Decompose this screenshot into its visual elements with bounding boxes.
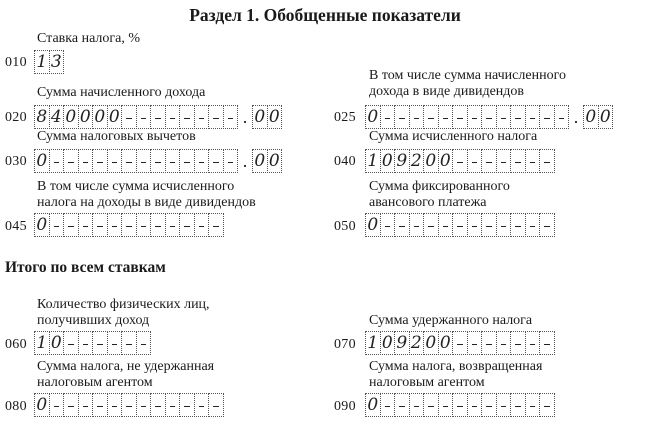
digit-cell[interactable]: 1	[365, 331, 381, 355]
field-020-input[interactable]	[34, 105, 282, 129]
digit-cell[interactable]	[496, 213, 512, 237]
field-045-label-line1: В том числе сумма исчисленного	[37, 179, 235, 194]
digit-cell[interactable]	[525, 213, 541, 237]
digit-cell[interactable]	[223, 105, 239, 129]
field-010-input[interactable]	[34, 50, 64, 74]
digit-cell[interactable]: 0	[380, 149, 396, 173]
digit-cell[interactable]	[223, 149, 239, 173]
digit-cell[interactable]	[510, 149, 526, 173]
section-subtitle: Итого по всем ставкам	[5, 259, 166, 276]
field-045-input[interactable]	[34, 213, 224, 237]
digit-cell[interactable]	[423, 213, 439, 237]
field-090-label-line1: Сумма налога, возвращенная	[369, 359, 543, 374]
digit-cell[interactable]	[194, 105, 210, 129]
digit-cell[interactable]	[496, 331, 512, 355]
digit-cell[interactable]	[136, 149, 152, 173]
digit-cell[interactable]	[452, 213, 468, 237]
digit-cell[interactable]	[452, 149, 468, 173]
digit-cell[interactable]: 0	[598, 105, 614, 129]
digit-cell[interactable]: 0	[365, 105, 381, 129]
digit-cell[interactable]	[452, 393, 468, 417]
field-090-label-line2: налоговым агентом	[369, 375, 485, 390]
field-010-label: Ставка налога, %	[37, 31, 141, 46]
field-040-label: Сумма исчисленного налога	[369, 129, 538, 144]
field-025-input[interactable]	[365, 105, 613, 129]
digit-cell[interactable]	[481, 331, 497, 355]
digit-cell[interactable]: 9	[394, 149, 410, 173]
digit-cell[interactable]	[510, 331, 526, 355]
digit-cell[interactable]	[150, 149, 166, 173]
digit-cell[interactable]	[150, 393, 166, 417]
digit-cell[interactable]	[107, 393, 123, 417]
digit-cell[interactable]: 0	[34, 149, 50, 173]
digit-cell[interactable]	[467, 213, 483, 237]
field-060-code: 060	[5, 337, 27, 352]
decimal-point: .	[573, 107, 579, 127]
digit-cell[interactable]	[165, 105, 181, 129]
fraction-cells	[583, 105, 613, 129]
digit-cell[interactable]	[49, 149, 65, 173]
digit-cell[interactable]	[208, 213, 224, 237]
field-030-code: 030	[5, 154, 27, 169]
field-040-input[interactable]	[365, 149, 555, 173]
digit-cell[interactable]	[467, 149, 483, 173]
digit-cell[interactable]	[107, 213, 123, 237]
digit-cell[interactable]: 0	[438, 149, 454, 173]
digit-cell[interactable]	[92, 393, 108, 417]
field-090-input[interactable]	[365, 393, 555, 417]
digit-cell[interactable]	[510, 213, 526, 237]
field-040-code: 040	[334, 154, 356, 169]
digit-cell[interactable]: 0	[78, 105, 94, 129]
digit-cell[interactable]	[539, 331, 555, 355]
field-010-code: 010	[5, 55, 27, 70]
field-080-label-line1: Сумма налога, не удержанная	[37, 359, 215, 374]
field-020-label: Сумма начисленного дохода	[37, 85, 206, 100]
digit-cell[interactable]: 1	[34, 331, 50, 355]
digit-cell[interactable]: 2	[409, 149, 425, 173]
field-090-code: 090	[334, 399, 356, 414]
digit-cell[interactable]	[179, 213, 195, 237]
digit-cell[interactable]	[452, 331, 468, 355]
digit-cell[interactable]: 0	[252, 105, 268, 129]
digit-cell[interactable]	[121, 331, 137, 355]
digit-cell[interactable]	[554, 105, 570, 129]
digit-cell[interactable]	[78, 393, 94, 417]
digit-cell[interactable]	[136, 213, 152, 237]
field-050-code: 050	[334, 219, 356, 234]
digit-cell[interactable]	[525, 149, 541, 173]
digit-cell[interactable]	[107, 331, 123, 355]
digit-cell[interactable]	[467, 105, 483, 129]
digit-cell[interactable]	[409, 393, 425, 417]
digit-cell[interactable]	[136, 105, 152, 129]
digit-cell[interactable]	[438, 105, 454, 129]
digit-cell[interactable]	[496, 393, 512, 417]
field-080-label-line2: налоговым агентом	[37, 375, 153, 390]
field-020-code: 020	[5, 110, 27, 125]
digit-cell[interactable]: 0	[365, 393, 381, 417]
digit-cell[interactable]	[194, 393, 210, 417]
digit-cell[interactable]	[380, 213, 396, 237]
digit-cell[interactable]	[63, 393, 79, 417]
digit-cell[interactable]	[208, 105, 224, 129]
digit-cell[interactable]	[49, 213, 65, 237]
digit-cell[interactable]	[510, 105, 526, 129]
digit-cell[interactable]: 0	[438, 331, 454, 355]
digit-cell[interactable]	[150, 105, 166, 129]
digit-cell[interactable]	[78, 149, 94, 173]
digit-cell[interactable]	[496, 149, 512, 173]
digit-cell[interactable]	[92, 331, 108, 355]
digit-cell[interactable]	[409, 105, 425, 129]
digit-cell[interactable]: 0	[267, 105, 283, 129]
digit-cell[interactable]	[481, 105, 497, 129]
digit-cell[interactable]: 2	[409, 331, 425, 355]
digit-cell[interactable]: 0	[34, 213, 50, 237]
digit-cell[interactable]	[78, 331, 94, 355]
digit-cell[interactable]	[179, 393, 195, 417]
digit-cell[interactable]	[165, 213, 181, 237]
digit-cell[interactable]: 9	[394, 331, 410, 355]
digit-cell[interactable]: 1	[34, 50, 50, 74]
digit-cell[interactable]	[208, 149, 224, 173]
digit-cell[interactable]	[525, 393, 541, 417]
digit-cell[interactable]	[92, 149, 108, 173]
field-025-label-line1: В том числе сумма начисленного	[369, 68, 566, 83]
digit-cell[interactable]: 0	[49, 331, 65, 355]
digit-cell[interactable]	[438, 393, 454, 417]
field-045-code: 045	[5, 219, 27, 234]
digit-cell[interactable]	[49, 393, 65, 417]
digit-cell[interactable]	[496, 105, 512, 129]
field-070-code: 070	[334, 337, 356, 352]
digit-cell[interactable]	[121, 105, 137, 129]
field-050-label-line1: Сумма фиксированного	[369, 179, 510, 194]
digit-cell[interactable]	[394, 393, 410, 417]
field-050-label-line2: авансового платежа	[369, 195, 487, 210]
digit-cell[interactable]	[481, 149, 497, 173]
digit-cell[interactable]: 3	[49, 50, 65, 74]
digit-cell[interactable]: 1	[365, 149, 381, 173]
digit-cell[interactable]	[467, 393, 483, 417]
digit-cell[interactable]	[179, 149, 195, 173]
digit-cell[interactable]	[380, 105, 396, 129]
field-070-input[interactable]	[365, 331, 555, 355]
digit-cell[interactable]	[525, 105, 541, 129]
digit-cell[interactable]: 0	[92, 105, 108, 129]
fraction-cells	[252, 149, 282, 173]
digit-cell[interactable]	[394, 213, 410, 237]
digit-cell[interactable]: 0	[380, 331, 396, 355]
digit-cell[interactable]	[165, 149, 181, 173]
digit-cell[interactable]: 0	[583, 105, 599, 129]
digit-cell[interactable]	[525, 331, 541, 355]
field-045-label-line2: налога на доходы в виде дивидендов	[37, 195, 256, 210]
field-025-label-line2: дохода в виде дивидендов	[369, 84, 525, 99]
digit-cell[interactable]: 0	[423, 149, 439, 173]
digit-cell[interactable]	[121, 393, 137, 417]
field-060-label-line2: получивших доход	[37, 313, 150, 328]
digit-cell[interactable]	[539, 393, 555, 417]
digit-cell[interactable]: 0	[267, 149, 283, 173]
digit-cell[interactable]	[380, 393, 396, 417]
digit-cell[interactable]	[194, 149, 210, 173]
digit-cell[interactable]	[165, 393, 181, 417]
digit-cell[interactable]	[63, 149, 79, 173]
field-030-input[interactable]	[34, 149, 282, 173]
field-060-input[interactable]	[34, 331, 151, 355]
field-070-label: Сумма удержанного налога	[369, 313, 533, 328]
digit-cell[interactable]	[92, 213, 108, 237]
digit-cell[interactable]	[467, 331, 483, 355]
digit-cell[interactable]: 0	[63, 105, 79, 129]
digit-cell[interactable]	[539, 149, 555, 173]
digit-cell[interactable]: 4	[49, 105, 65, 129]
digit-cell[interactable]	[208, 393, 224, 417]
field-030-label: Сумма налоговых вычетов	[37, 129, 196, 144]
digit-cell[interactable]: 8	[34, 105, 50, 129]
digit-cell[interactable]: 0	[34, 393, 50, 417]
digit-cell[interactable]	[394, 105, 410, 129]
digit-cell[interactable]	[150, 213, 166, 237]
digit-cell[interactable]	[452, 105, 468, 129]
digit-cell[interactable]	[539, 105, 555, 129]
digit-cell[interactable]	[438, 213, 454, 237]
digit-cell[interactable]: 0	[252, 149, 268, 173]
digit-cell[interactable]	[423, 105, 439, 129]
decimal-point: .	[242, 107, 248, 127]
digit-cell[interactable]	[194, 213, 210, 237]
digit-cell[interactable]	[63, 331, 79, 355]
digit-cell[interactable]	[136, 331, 152, 355]
digit-cell[interactable]: 0	[107, 105, 123, 129]
fraction-cells	[252, 105, 282, 129]
digit-cell[interactable]	[539, 213, 555, 237]
decimal-point: .	[242, 151, 248, 171]
field-080-input[interactable]	[34, 393, 224, 417]
digit-cell[interactable]	[63, 213, 79, 237]
field-050-input[interactable]	[365, 213, 555, 237]
digit-cell[interactable]	[121, 213, 137, 237]
digit-cell[interactable]	[481, 393, 497, 417]
digit-cell[interactable]	[179, 105, 195, 129]
digit-cell[interactable]	[409, 213, 425, 237]
section-title: Раздел 1. Обобщенные показатели	[189, 5, 461, 25]
digit-cell[interactable]	[78, 213, 94, 237]
digit-cell[interactable]	[107, 149, 123, 173]
field-080-code: 080	[5, 399, 27, 414]
digit-cell[interactable]	[423, 393, 439, 417]
digit-cell[interactable]	[121, 149, 137, 173]
field-025-code: 025	[334, 110, 356, 125]
digit-cell[interactable]	[136, 393, 152, 417]
digit-cell[interactable]: 0	[365, 213, 381, 237]
field-060-label-line1: Количество физических лиц,	[37, 297, 210, 312]
digit-cell[interactable]: 0	[423, 331, 439, 355]
digit-cell[interactable]	[510, 393, 526, 417]
digit-cell[interactable]	[481, 213, 497, 237]
